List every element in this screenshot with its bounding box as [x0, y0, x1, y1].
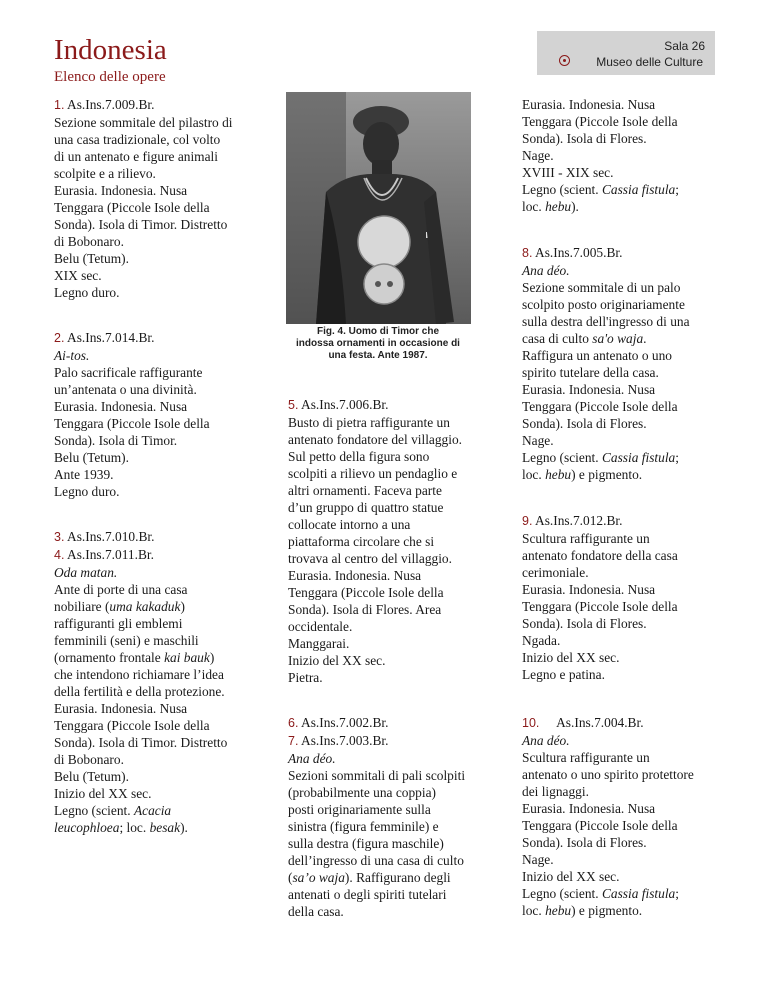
inventory-id: As.Ins.7.006.Br. [301, 397, 389, 412]
entry-text: Legno (scient. [522, 886, 602, 901]
catalog-entry-continued [522, 96, 732, 215]
native-term: hebu [545, 199, 572, 214]
entry-line: posti originariamente sulla [288, 802, 431, 817]
inventory-id: As.Ins.7.010.Br. [67, 529, 155, 544]
entry-line: Legno duro. [54, 484, 120, 499]
entry-number: 9. [522, 514, 533, 528]
scientific-name: Cassia fistula [601, 182, 676, 197]
entry-line: Sonda). Isola di Timor. Distretto [54, 735, 228, 750]
scientific-name: Cassia fistula [601, 450, 676, 465]
entry-text: casa di culto [522, 331, 593, 346]
entry-line: Sezioni sommitali di pali scolpiti [288, 768, 466, 783]
entry-line: un’antenata o una divinità. [54, 382, 197, 397]
entry-text: ; [675, 886, 679, 901]
caption-line: indossa ornamenti in occasione di [296, 338, 460, 349]
entry-line: Tenggara (Piccole Isole della [522, 599, 678, 614]
catalog-entry-8 [522, 244, 732, 483]
object-name: Ana déo. [288, 751, 336, 766]
entry-line: sinistra (figura femminile) e [288, 819, 439, 834]
entry-line: Inizio del XX sec. [54, 786, 152, 801]
entry-line: Eurasia. Indonesia. Nusa [54, 183, 188, 198]
entry-line: Sonda). Isola di Flores. [522, 131, 647, 146]
entry-line: altri ornamenti. Faceva parte [288, 483, 442, 498]
entry-line: occidentale. [288, 619, 353, 634]
entry-line: una casa tradizionale, col volto [54, 132, 221, 147]
entry-text: Legno (scient. [522, 450, 602, 465]
entry-line: Nage. [522, 433, 554, 448]
inventory-id: As.Ins.7.012.Br. [535, 513, 623, 528]
entry-line: Raffigura un antenato o uno [522, 348, 672, 363]
entry-line: Nage. [522, 852, 554, 867]
object-name: Ana déo. [522, 263, 570, 278]
entry-line: Inizio del XX sec. [288, 653, 386, 668]
scientific-name: Acacia [133, 803, 172, 818]
entry-text: ; [675, 182, 679, 197]
entry-line: Tenggara (Piccole Isole della [522, 114, 678, 129]
entry-text: ( [288, 870, 293, 885]
entry-line: Legno e patina. [522, 667, 605, 682]
scientific-name: Cassia fistula [601, 886, 676, 901]
entry-text: ) e pigmento. [571, 903, 643, 918]
page-subtitle: Elenco delle opere [54, 69, 166, 85]
entry-line: Legno duro. [54, 285, 120, 300]
photo-timor-man [286, 92, 471, 324]
entry-text: ). [571, 199, 579, 214]
entry-line: di Bobonaro. [54, 234, 124, 249]
entry-line: Belu (Tetum). [54, 251, 129, 266]
inventory-id: As.Ins.7.014.Br. [67, 330, 155, 345]
entry-line: che intendono richiamare l’idea [54, 667, 224, 682]
entry-number: 3. [54, 530, 65, 544]
entry-text: loc. [522, 903, 546, 918]
native-term: sa’o waja [292, 870, 345, 885]
entry-line: Palo sacrificale raffigurante [54, 365, 203, 380]
entry-line: antenato fondatore della casa [522, 548, 678, 563]
entry-number: 1. [54, 98, 65, 112]
object-name: Ana déo. [522, 733, 570, 748]
entry-line: dell’ingresso di una casa di culto [288, 853, 464, 868]
entry-line: Ante 1939. [54, 467, 114, 482]
catalog-entry-3-4 [54, 528, 274, 836]
entry-line: Sul petto della figura sono [288, 449, 430, 464]
entry-line: Eurasia. Indonesia. Nusa [522, 582, 656, 597]
catalog-entry-9 [522, 512, 732, 683]
entry-line: Tenggara (Piccole Isole della [522, 399, 678, 414]
entry-text: loc. [522, 467, 546, 482]
entry-line: Tenggara (Piccole Isole della [54, 200, 210, 215]
photo-caption [282, 326, 474, 362]
entry-number: 5. [288, 398, 299, 412]
catalog-entry-10 [522, 714, 732, 919]
target-icon [559, 55, 570, 66]
caption-line: una festa. Ante 1987. [328, 350, 428, 361]
entry-number: 8. [522, 246, 533, 260]
entry-line: della fertilità e della protezione. [54, 684, 225, 699]
entry-text: ; loc. [119, 820, 150, 835]
entry-line: Tenggara (Piccole Isole della [54, 416, 210, 431]
entry-line: di Bobonaro. [54, 752, 124, 767]
inventory-id: As.Ins.7.003.Br. [301, 733, 389, 748]
object-name: Ai-tos. [54, 348, 90, 363]
entry-line: Tenggara (Piccole Isole della [288, 585, 444, 600]
entry-line: d’un gruppo di quattro statue [288, 500, 444, 515]
photo-illustration [286, 92, 471, 324]
entry-line: Eurasia. Indonesia. Nusa [54, 399, 188, 414]
entry-text: ) e pigmento. [571, 467, 643, 482]
object-name: Oda matan. [54, 565, 118, 580]
entry-text: Legno (scient. [54, 803, 134, 818]
entry-line: Tenggara (Piccole Isole della [54, 718, 210, 733]
inventory-id: As.Ins.7.009.Br. [67, 97, 155, 112]
entry-line: spirito tutelare della casa. [522, 365, 659, 380]
native-term: sa'o waja [592, 331, 644, 346]
entry-line: Eurasia. Indonesia. Nusa [522, 801, 656, 816]
entry-line: Eurasia. Indonesia. Nusa [54, 701, 188, 716]
catalog-entry-5 [288, 396, 508, 686]
entry-line: Eurasia. Indonesia. Nusa [522, 382, 656, 397]
entry-text: (ornamento frontale [54, 650, 165, 665]
entry-number: 4. [54, 548, 65, 562]
entry-line: di un antenato e figure animali [54, 149, 218, 164]
entry-text: . [643, 331, 647, 346]
room-number: Sala 26 [664, 39, 705, 53]
entry-line: femminili (seni) e maschili [54, 633, 199, 648]
native-term: uma kakaduk [109, 599, 181, 614]
entry-number: 6. [288, 716, 299, 730]
entry-line: Sonda). Isola di Flores. [522, 416, 647, 431]
catalog-entry-2 [54, 329, 274, 500]
entry-line: antenati o degli spiriti tutelari [288, 887, 447, 902]
entry-line: Inizio del XX sec. [522, 869, 620, 884]
inventory-id: As.Ins.7.002.Br. [301, 715, 389, 730]
entry-text: ). Raffigurano degli [344, 870, 451, 885]
entry-line: sulla destra dell'ingresso di una [522, 314, 690, 329]
entry-text: loc. [522, 199, 546, 214]
entry-line: Sonda). Isola di Flores. Area [288, 602, 442, 617]
catalog-entry-1 [54, 96, 274, 301]
entry-line: Busto di pietra raffigurante un [288, 415, 450, 430]
entry-line: collocate intorno a una [288, 517, 411, 532]
entry-line: trovava al centro del villaggio. [288, 551, 452, 566]
catalog-entry-6-7 [288, 714, 508, 920]
entry-line: cerimoniale. [522, 565, 589, 580]
entry-text: ) [209, 650, 215, 665]
entry-line: Sezione sommitale di un palo [522, 280, 681, 295]
entry-text: ) [180, 599, 185, 614]
entry-line: Eurasia. Indonesia. Nusa [288, 568, 422, 583]
entry-line: Manggarai. [288, 636, 350, 651]
inventory-id: As.Ins.7.005.Br. [535, 245, 623, 260]
entry-number: 7. [288, 734, 299, 748]
entry-line: Nage. [522, 148, 554, 163]
entry-text: nobiliare ( [54, 599, 110, 614]
entry-line: Belu (Tetum). [54, 769, 129, 784]
entry-line: Eurasia. Indonesia. Nusa [522, 97, 656, 112]
room-label-box [537, 31, 715, 75]
entry-line: Scultura raffigurante un [522, 750, 650, 765]
entry-line: Sonda). Isola di Flores. [522, 616, 647, 631]
inventory-id: As.Ins.7.011.Br. [67, 547, 154, 562]
scientific-name: leucophloea [54, 820, 120, 835]
entry-line: scolpiti a rilievo un pendaglio e [288, 466, 458, 481]
entry-line: sulla destra (figura maschile) [288, 836, 444, 851]
entry-text: Legno (scient. [522, 182, 602, 197]
entry-line: scolpito posto originariamente [522, 297, 685, 312]
entry-line: della casa. [288, 904, 344, 919]
inventory-id: As.Ins.7.004.Br. [556, 715, 644, 730]
entry-line: raffiguranti gli emblemi [54, 616, 183, 631]
museum-name: Museo delle Culture [596, 55, 703, 69]
entry-text: ). [180, 820, 188, 835]
entry-line: Sezione sommitale del pilastro di [54, 115, 233, 130]
entry-line: Pietra. [288, 670, 323, 685]
entry-line: XVIII - XIX sec. [522, 165, 614, 180]
entry-line: Sonda). Isola di Timor. [54, 433, 178, 448]
entry-text: ; [675, 450, 679, 465]
entry-line: Belu (Tetum). [54, 450, 129, 465]
caption-line: Fig. 4. Uomo di Timor che [316, 326, 440, 337]
entry-line: scolpite e a rilievo. [54, 166, 156, 181]
entry-number: 2. [54, 331, 65, 345]
native-term: kai bauk [164, 650, 210, 665]
entry-line: Tenggara (Piccole Isole della [522, 818, 678, 833]
entry-line: Inizio del XX sec. [522, 650, 620, 665]
entry-line: antenato o uno spirito protettore [522, 767, 694, 782]
native-term: hebu [545, 903, 572, 918]
entry-line: Sonda). Isola di Timor. Distretto [54, 217, 228, 232]
entry-line: XIX sec. [54, 268, 102, 283]
entry-line: dei lignaggi. [522, 784, 589, 799]
entry-line: piattaforma circolare che si [288, 534, 435, 549]
native-term: besak [149, 820, 181, 835]
entry-line: (probabilmente una coppia) [288, 785, 436, 800]
entry-line: Scultura raffigurante un [522, 531, 650, 546]
entry-line: Ngada. [522, 633, 561, 648]
entry-line: Ante di porte di una casa [54, 582, 188, 597]
entry-number: 10. [522, 716, 540, 730]
page-title: Indonesia [54, 34, 167, 66]
entry-line: Sonda). Isola di Flores. [522, 835, 647, 850]
native-term: hebu [545, 467, 572, 482]
entry-line: antenato fondatore del villaggio. [288, 432, 463, 447]
